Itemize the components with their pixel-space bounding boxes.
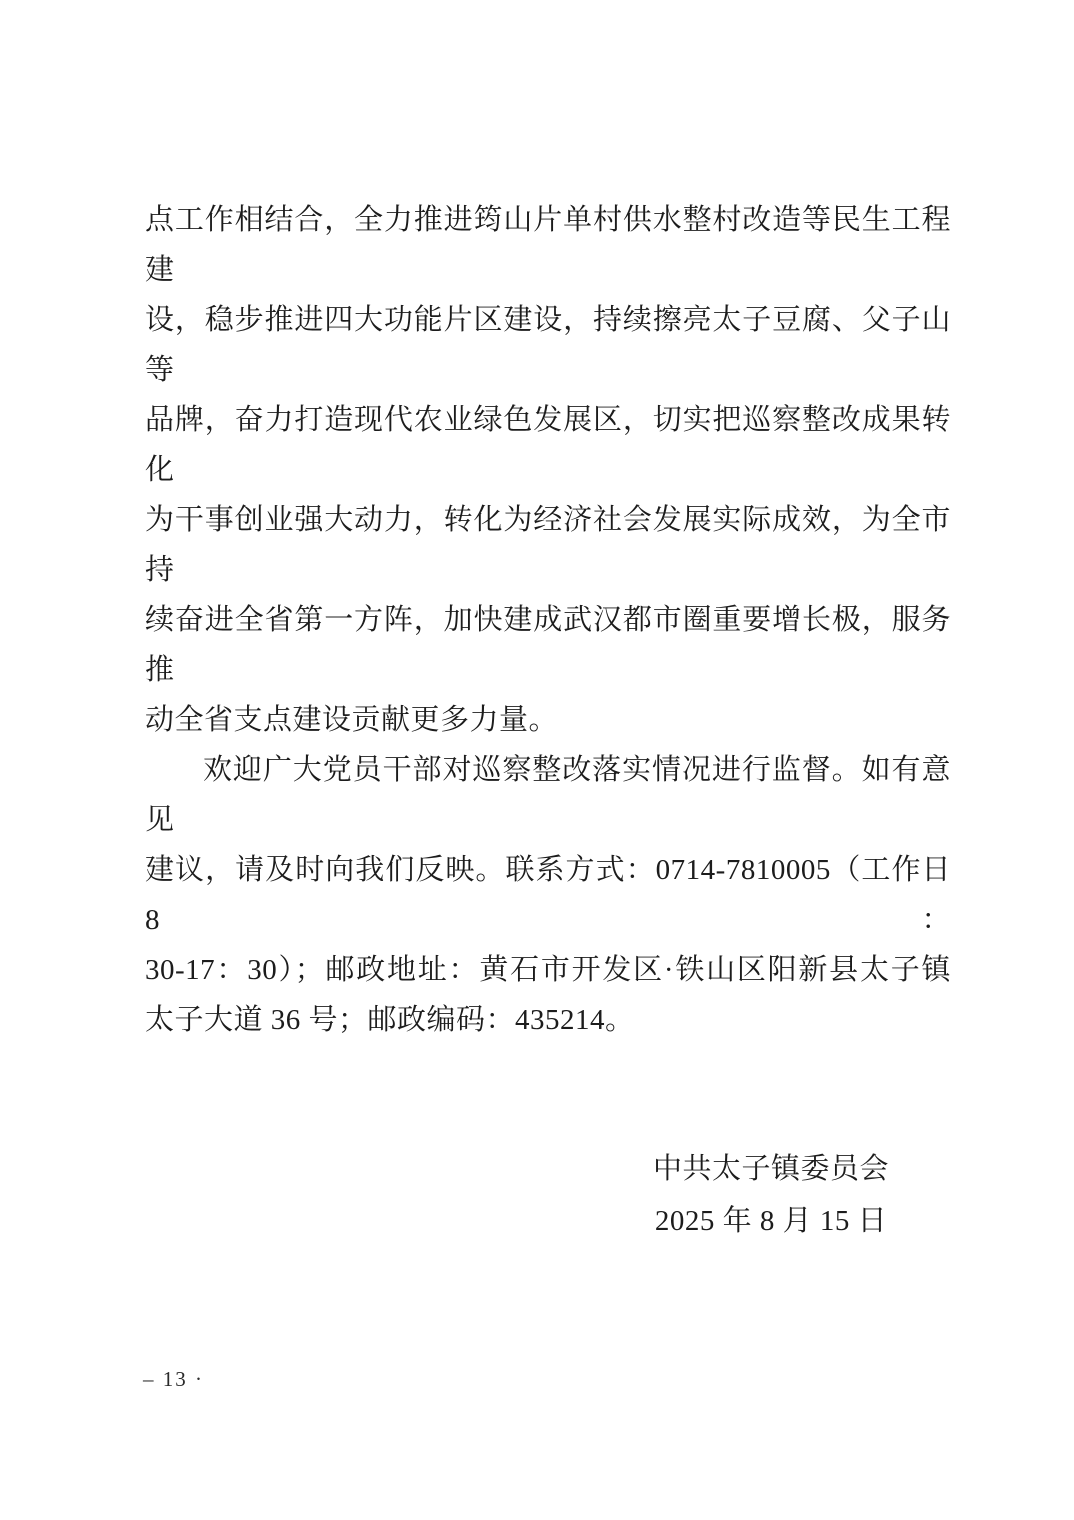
text-line: 30-17：30）；邮政地址：黄石市开发区·铁山区阳新县太子镇 — [145, 954, 951, 986]
signature-organization: 中共太子镇委员会 — [652, 1153, 889, 1185]
text-line: 建议，请及时向我们反映。联系方式：0714-7810005（工作日 8： — [145, 854, 951, 936]
document-body — [145, 195, 951, 1247]
text-line: 品牌，奋力打造现代农业绿色发展区，切实把巡察整改成果转化 — [145, 404, 951, 486]
paragraph-continuation — [145, 195, 951, 745]
text-line: 设，稳步推进四大功能片区建设，持续擦亮太子豆腐、父子山等 — [145, 304, 951, 386]
text-line: 太子大道 36 号；邮政编码：435214。 — [145, 1004, 635, 1036]
text-line: 续奋进全省第一方阵，加快建成武汉都市圈重要增长极，服务推 — [145, 604, 951, 686]
text-line: 动全省支点建设贡献更多力量。 — [145, 704, 559, 736]
signature-block — [623, 1143, 919, 1247]
text-line: 为干事创业强大动力，转化为经济社会发展实际成效，为全市持 — [145, 504, 951, 586]
text-line: 点工作相结合，全力推进筠山片单村供水整村改造等民生工程建 — [145, 204, 951, 286]
text-line: 欢迎广大党员干部对巡察整改落实情况进行监督。如有意见 — [145, 754, 951, 836]
page-number: – 13 · — [143, 1367, 204, 1391]
signature-date: 2025 年 8 月 15 日 — [654, 1205, 888, 1237]
paragraph-contact-info — [145, 745, 951, 1045]
